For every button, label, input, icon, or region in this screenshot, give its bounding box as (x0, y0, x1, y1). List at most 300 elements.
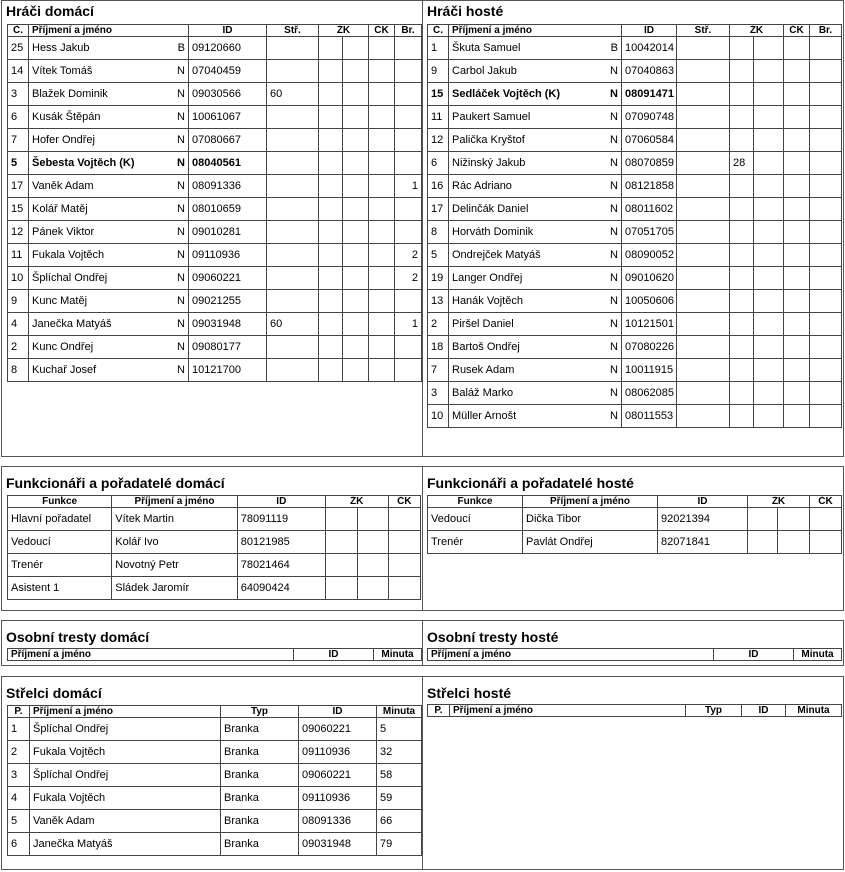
player-id: 08091336 (189, 175, 267, 198)
player-number: 10 (428, 405, 449, 428)
player-row (428, 175, 842, 198)
player-name-cell (449, 83, 622, 106)
official-role: Vedoucí (8, 531, 112, 554)
player-number: 6 (428, 152, 449, 175)
player-red-card (369, 244, 395, 267)
player-flag: N (610, 364, 618, 376)
player-red-card (369, 83, 395, 106)
player-id: 08010659 (189, 198, 267, 221)
player-red-card (784, 83, 810, 106)
player-red-card (369, 198, 395, 221)
col-role: Funkce (8, 496, 112, 508)
scorer-order: 5 (8, 810, 30, 833)
player-substitution (677, 106, 730, 129)
player-id: 07051705 (622, 221, 677, 244)
player-substitution: 60 (267, 83, 319, 106)
official-name: Novotný Petr (112, 554, 238, 577)
player-yellow-card-2 (343, 129, 369, 152)
player-name: Horváth Dominik (452, 226, 534, 238)
player-name: Langer Ondřej (452, 272, 523, 284)
col-name: Příjmení a jméno (449, 25, 622, 37)
official-role: Trenér (428, 531, 523, 554)
player-number: 8 (8, 359, 29, 382)
player-name-cell (449, 221, 622, 244)
col-id: ID (237, 496, 325, 508)
player-yellow-card-1 (730, 37, 754, 60)
player-flag: N (177, 249, 185, 261)
official-yellow-card-1 (748, 508, 778, 531)
official-red-card (388, 531, 420, 554)
home-penalties-panel (1, 620, 423, 666)
player-yellow-card-2 (754, 382, 784, 405)
player-red-card (784, 244, 810, 267)
player-number: 2 (8, 336, 29, 359)
col-name: Příjmení a jméno (112, 496, 238, 508)
player-row (8, 198, 422, 221)
player-red-card (369, 37, 395, 60)
scorer-row (8, 810, 422, 833)
player-name: Šebesta Vojtěch (K) (32, 157, 135, 169)
official-red-card (810, 508, 842, 531)
player-id: 10121700 (189, 359, 267, 382)
player-substitution (677, 152, 730, 175)
player-goals (810, 198, 842, 221)
official-name: Pavlát Ondřej (523, 531, 658, 554)
player-id: 08121858 (622, 175, 677, 198)
player-name-cell (449, 129, 622, 152)
player-number: 16 (428, 175, 449, 198)
official-name: Dička Tibor (523, 508, 658, 531)
player-yellow-card-2 (343, 152, 369, 175)
player-flag: N (610, 410, 618, 422)
player-yellow-card-2 (754, 106, 784, 129)
player-row (8, 175, 422, 198)
player-yellow-card-2 (754, 37, 784, 60)
player-name-cell (449, 106, 622, 129)
player-name: Rác Adriano (452, 180, 512, 192)
player-goals (810, 313, 842, 336)
player-yellow-card-2 (754, 221, 784, 244)
scorer-order: 2 (8, 741, 30, 764)
col-ck: ČK (369, 25, 395, 37)
player-red-card (369, 60, 395, 83)
col-str: Stř. (677, 25, 730, 37)
player-substitution (267, 60, 319, 83)
player-substitution (267, 106, 319, 129)
player-number: 25 (8, 37, 29, 60)
scorer-minute: 58 (377, 764, 422, 787)
player-flag: N (177, 318, 185, 330)
player-id: 10061067 (189, 106, 267, 129)
player-name-cell (449, 198, 622, 221)
official-red-card (388, 577, 420, 600)
col-zk: ŽK (325, 496, 388, 508)
player-name-cell (29, 198, 189, 221)
scorer-type: Branka (221, 718, 299, 741)
scorer-id: 09060221 (299, 718, 377, 741)
official-role: Asistent 1 (8, 577, 112, 600)
player-name: Kolář Matěj (32, 203, 88, 215)
player-yellow-card-1 (319, 83, 343, 106)
player-yellow-card-1 (730, 336, 754, 359)
player-name: Rusek Adam (452, 364, 515, 376)
player-substitution (677, 405, 730, 428)
official-id: 64090424 (237, 577, 325, 600)
official-id: 92021394 (658, 508, 748, 531)
player-row (8, 106, 422, 129)
player-red-card (784, 267, 810, 290)
player-red-card (784, 198, 810, 221)
player-yellow-card-1 (730, 83, 754, 106)
col-ck: ČK (388, 496, 420, 508)
official-yellow-card-2 (778, 508, 810, 531)
home-penalties-title: Osobní tresty domácí (6, 629, 150, 645)
home-penalties-table (7, 648, 422, 661)
player-name-cell (449, 359, 622, 382)
player-yellow-card-2 (754, 175, 784, 198)
player-name: Kunc Matěj (32, 295, 88, 307)
player-yellow-card-2 (343, 175, 369, 198)
col-name: Příjmení a jméno (8, 649, 294, 661)
scorer-name: Šplíchal Ondřej (30, 764, 221, 787)
official-red-card (388, 508, 420, 531)
player-flag: N (177, 295, 185, 307)
player-number: 9 (8, 290, 29, 313)
player-goals (395, 290, 422, 313)
player-substitution (267, 175, 319, 198)
scorer-type: Branka (221, 741, 299, 764)
player-yellow-card-2 (343, 267, 369, 290)
player-flag: N (610, 203, 618, 215)
col-minute: Minuta (374, 649, 422, 661)
player-flag: N (177, 226, 185, 238)
player-flag: N (177, 272, 185, 284)
player-name-cell (449, 405, 622, 428)
player-yellow-card-2 (343, 60, 369, 83)
player-name-cell (29, 313, 189, 336)
official-id: 78091119 (237, 508, 325, 531)
away-players-title: Hráči hosté (427, 3, 504, 19)
scorer-row (8, 787, 422, 810)
player-goals (810, 152, 842, 175)
player-name-cell (29, 267, 189, 290)
player-red-card (784, 60, 810, 83)
player-flag: N (610, 88, 618, 100)
away-scorers-panel (422, 676, 844, 870)
player-goals (395, 221, 422, 244)
col-p: P. (428, 705, 450, 717)
player-substitution (677, 290, 730, 313)
player-number: 15 (428, 83, 449, 106)
scorer-row (8, 718, 422, 741)
col-id: ID (658, 496, 748, 508)
scorer-minute: 59 (377, 787, 422, 810)
player-substitution (267, 359, 319, 382)
player-name-cell (29, 152, 189, 175)
player-row (428, 267, 842, 290)
player-row (428, 313, 842, 336)
col-zk: ŽK (319, 25, 369, 37)
player-yellow-card-2 (754, 60, 784, 83)
player-yellow-card-1 (319, 290, 343, 313)
home-officials-table (7, 495, 421, 600)
player-yellow-card-2 (754, 267, 784, 290)
player-id: 10050606 (622, 290, 677, 313)
away-penalties-panel (422, 620, 844, 666)
col-ck: ČK (784, 25, 810, 37)
scorer-type: Branka (221, 833, 299, 856)
player-id: 08090052 (622, 244, 677, 267)
scorer-order: 1 (8, 718, 30, 741)
col-type: Typ (221, 706, 299, 718)
player-flag: B (610, 42, 618, 54)
player-row (428, 290, 842, 313)
player-yellow-card-1 (319, 152, 343, 175)
home-scorers-title: Střelci domácí (6, 685, 102, 701)
player-id: 09110936 (189, 244, 267, 267)
player-number: 14 (8, 60, 29, 83)
player-red-card (784, 106, 810, 129)
player-name: Hanák Vojtěch (452, 295, 523, 307)
player-yellow-card-2 (754, 244, 784, 267)
player-row (428, 198, 842, 221)
player-number: 3 (8, 83, 29, 106)
col-id: ID (622, 25, 677, 37)
official-yellow-card-1 (325, 531, 357, 554)
player-red-card (784, 336, 810, 359)
player-red-card (369, 267, 395, 290)
player-row (8, 152, 422, 175)
player-flag: N (610, 111, 618, 123)
player-row (8, 267, 422, 290)
player-red-card (369, 129, 395, 152)
player-yellow-card-2 (343, 221, 369, 244)
player-yellow-card-2 (343, 37, 369, 60)
col-minute: Minuta (786, 705, 842, 717)
col-id: ID (714, 649, 794, 661)
player-yellow-card-1 (730, 221, 754, 244)
player-substitution (267, 129, 319, 152)
col-p: P. (8, 706, 30, 718)
player-number: 6 (8, 106, 29, 129)
official-yellow-card-1 (325, 554, 357, 577)
col-name: Příjmení a jméno (450, 705, 686, 717)
player-flag: N (610, 180, 618, 192)
player-red-card (784, 37, 810, 60)
col-str: Stř. (267, 25, 319, 37)
player-substitution (677, 198, 730, 221)
scorer-row (8, 764, 422, 787)
player-yellow-card-1 (319, 359, 343, 382)
player-substitution (677, 60, 730, 83)
scorer-name: Fukala Vojtěch (30, 741, 221, 764)
player-red-card (369, 359, 395, 382)
player-red-card (784, 175, 810, 198)
player-row (8, 37, 422, 60)
player-flag: N (177, 203, 185, 215)
player-flag: N (177, 111, 185, 123)
scorer-row (8, 741, 422, 764)
official-role: Vedoucí (428, 508, 523, 531)
away-penalties-table (427, 648, 842, 661)
col-minute: Minuta (794, 649, 842, 661)
player-id: 09120660 (189, 37, 267, 60)
player-goals (395, 106, 422, 129)
player-number: 11 (428, 106, 449, 129)
player-yellow-card-1 (730, 267, 754, 290)
col-name: Příjmení a jméno (428, 649, 714, 661)
official-row (8, 531, 421, 554)
player-yellow-card-1 (319, 175, 343, 198)
player-name: Hofer Ondřej (32, 134, 95, 146)
player-yellow-card-1 (319, 60, 343, 83)
player-yellow-card-1 (730, 290, 754, 313)
scorer-minute: 5 (377, 718, 422, 741)
player-id: 08040561 (189, 152, 267, 175)
player-name-cell (449, 336, 622, 359)
player-id: 09031948 (189, 313, 267, 336)
scorer-id: 09110936 (299, 787, 377, 810)
col-num: Č. (8, 25, 29, 37)
player-name: Baláž Marko (452, 387, 514, 399)
player-name-cell (449, 37, 622, 60)
home-officials-title: Funkcionáři a pořadatelé domácí (6, 475, 225, 491)
player-number: 5 (428, 244, 449, 267)
player-goals (810, 267, 842, 290)
player-id: 09010281 (189, 221, 267, 244)
scorer-order: 6 (8, 833, 30, 856)
scorer-id: 09110936 (299, 741, 377, 764)
official-role: Trenér (8, 554, 112, 577)
player-name: Palička Kryštof (452, 134, 525, 146)
player-goals (395, 129, 422, 152)
player-substitution (677, 267, 730, 290)
player-goals (395, 37, 422, 60)
official-yellow-card-2 (358, 554, 388, 577)
player-substitution (677, 359, 730, 382)
scorer-order: 3 (8, 764, 30, 787)
player-substitution (677, 129, 730, 152)
player-name-cell (449, 60, 622, 83)
player-id: 07060584 (622, 129, 677, 152)
player-red-card (369, 313, 395, 336)
player-yellow-card-1 (319, 129, 343, 152)
official-yellow-card-1 (748, 531, 778, 554)
scorer-id: 09060221 (299, 764, 377, 787)
player-flag: N (610, 134, 618, 146)
player-name: Kuchař Josef (32, 364, 97, 376)
player-goals (810, 290, 842, 313)
player-number: 19 (428, 267, 449, 290)
player-yellow-card-1 (319, 313, 343, 336)
away-scorers-table (427, 704, 842, 717)
player-row (428, 60, 842, 83)
player-flag: N (610, 387, 618, 399)
official-id: 82071841 (658, 531, 748, 554)
player-red-card (784, 382, 810, 405)
player-flag: N (177, 157, 185, 169)
col-name: Příjmení a jméno (523, 496, 658, 508)
player-number: 4 (8, 313, 29, 336)
player-flag: N (610, 249, 618, 261)
player-row (8, 359, 422, 382)
player-id: 10121501 (622, 313, 677, 336)
scorer-name: Vaněk Adam (30, 810, 221, 833)
player-yellow-card-2 (343, 290, 369, 313)
official-yellow-card-2 (358, 508, 388, 531)
official-yellow-card-2 (778, 531, 810, 554)
player-name: Nižinský Jakub (452, 157, 526, 169)
player-number: 2 (428, 313, 449, 336)
col-id: ID (299, 706, 377, 718)
player-id: 07090748 (622, 106, 677, 129)
player-id: 08070859 (622, 152, 677, 175)
player-id: 07040459 (189, 60, 267, 83)
player-name-cell (29, 83, 189, 106)
player-goals (810, 382, 842, 405)
player-row (8, 221, 422, 244)
player-row (428, 129, 842, 152)
player-number: 5 (8, 152, 29, 175)
player-name: Vaněk Adam (32, 180, 94, 192)
player-name: Ondrejček Matyáš (452, 249, 541, 261)
player-goals (395, 359, 422, 382)
player-name-cell (29, 106, 189, 129)
player-flag: N (610, 157, 618, 169)
player-name: Müller Arnošt (452, 410, 517, 422)
player-yellow-card-1 (730, 359, 754, 382)
player-goals (395, 198, 422, 221)
player-row (428, 37, 842, 60)
scorer-minute: 66 (377, 810, 422, 833)
col-name: Příjmení a jméno (30, 706, 221, 718)
player-id: 08091471 (622, 83, 677, 106)
player-flag: N (177, 65, 185, 77)
player-substitution (267, 267, 319, 290)
player-red-card (369, 221, 395, 244)
player-red-card (784, 290, 810, 313)
player-substitution (677, 336, 730, 359)
player-substitution: 60 (267, 313, 319, 336)
scorer-row (8, 833, 422, 856)
player-red-card (369, 152, 395, 175)
player-red-card (784, 313, 810, 336)
player-row (8, 83, 422, 106)
official-row (8, 577, 421, 600)
player-name: Škuta Samuel (452, 42, 521, 54)
official-yellow-card-1 (325, 577, 357, 600)
player-number: 15 (8, 198, 29, 221)
player-row (428, 382, 842, 405)
player-row (428, 336, 842, 359)
official-yellow-card-2 (358, 531, 388, 554)
player-name-cell (29, 221, 189, 244)
player-substitution (677, 221, 730, 244)
player-yellow-card-1 (319, 336, 343, 359)
player-name: Carbol Jakub (452, 65, 517, 77)
col-br: Br. (395, 25, 422, 37)
player-name-cell (449, 267, 622, 290)
player-yellow-card-1 (730, 106, 754, 129)
player-name-cell (29, 336, 189, 359)
player-name: Fukala Vojtěch (32, 249, 105, 261)
player-id: 09060221 (189, 267, 267, 290)
player-yellow-card-2 (754, 152, 784, 175)
player-number: 12 (428, 129, 449, 152)
official-row (428, 508, 842, 531)
away-players-table (427, 24, 842, 428)
home-officials-panel (1, 466, 423, 611)
